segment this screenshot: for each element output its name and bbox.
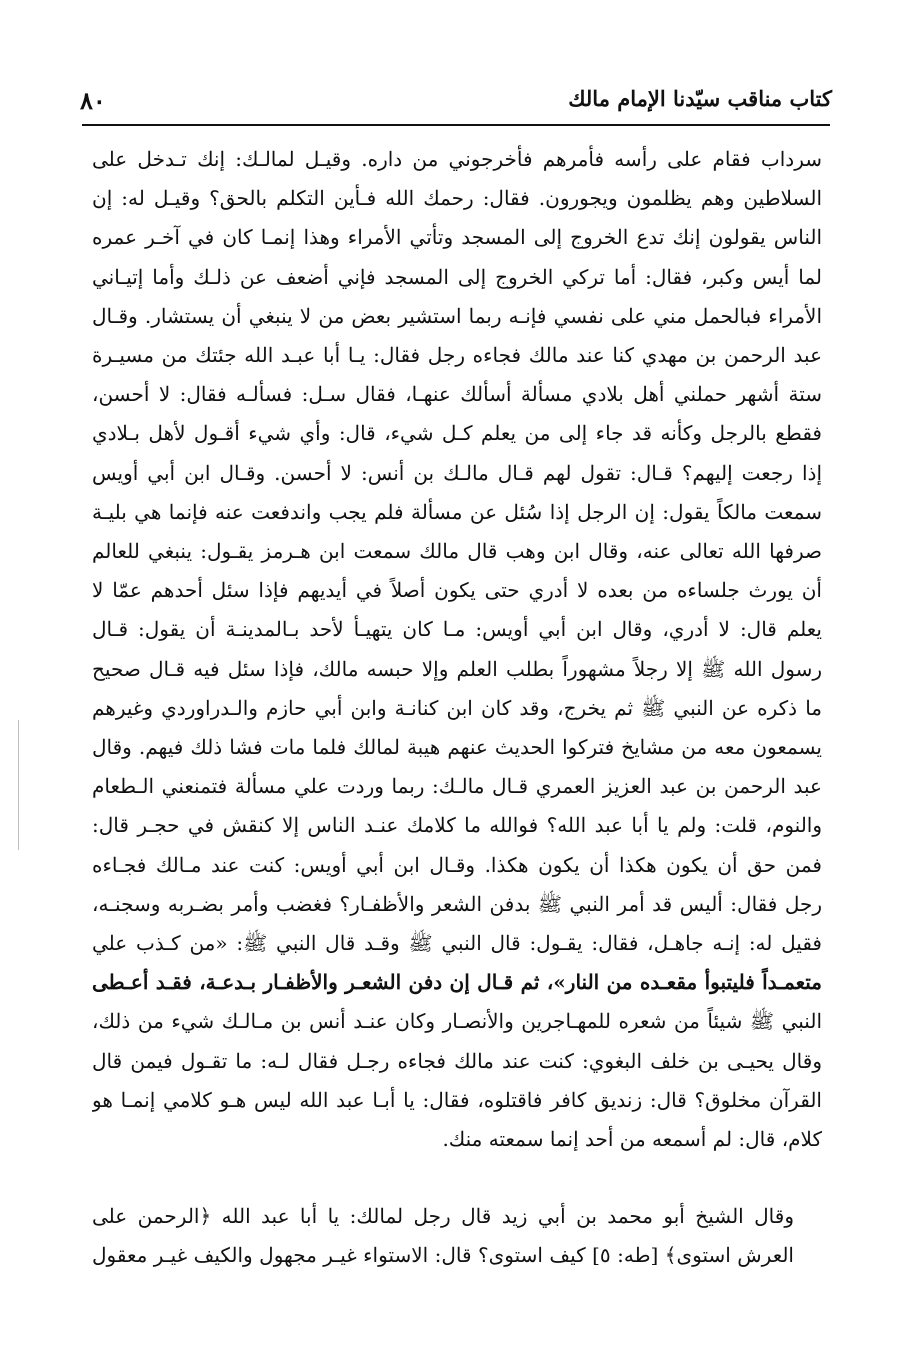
text-line: رجل فقال: أليس قد أمر النبي ﷺ بدفن الشعر والأظفـار؟ فغضب وأمر بضـربه وسجنـه، <box>92 891 822 916</box>
text-line: ما ذكره عن النبي ﷺ ثم يخرج، وقد كان ابن كنانـة وابن أبي حازم والـدراوردي وغيرهم <box>92 695 822 720</box>
text-line: النبي ﷺ شيئاً من شعره للمهـاجرين والأنصـار وكان عنـد أنس بن مـالـك شيء من ذلك، <box>92 1009 822 1034</box>
scan-margin-mark <box>18 720 19 850</box>
text-line: أن يورث جلساءه من بعده لا أدري حتى يكون أصلاً في أيديهم فإذا سئل أحدهم عمّا لا <box>92 578 822 603</box>
paragraph-2 <box>92 1197 822 1275</box>
text-line: رسول الله ﷺ إلا رجلاً مشهوراً بطلب العلم وإلا حبسه مالك، فإذا سئل فيه قـال صحيح <box>92 656 822 681</box>
text-line: سرداب فقام على رأسه فأمرهم فأخرجوني من داره. وقيـل لمالـك: إنك تـدخل على <box>92 147 822 171</box>
header-rule <box>82 124 830 126</box>
running-title: كتاب مناقب سيّدنا الإمام مالك <box>568 86 832 111</box>
text-line: فقيل له: إنـه جاهـل، فقال: يقـول: قال النبي ﷺ وقـد قال النبي ﷺ: «من كـذب علي <box>92 931 822 956</box>
text-line: عبد الرحمن بن مهدي كنا عند مالك فجاءه رجل فقال: يـا أبا عبـد الله جئتك من مسيـرة <box>92 343 822 368</box>
text-line: الناس يقولون إنك تدع الخروج إلى المسجد وتأتي الأمراء وهذا إنمـا كان في آخـر عمره <box>92 225 822 250</box>
text-line: الأمراء فبالحمل مني على نفسي فإنـه ربما استشير بعض من لا ينبغي أن يستشار. وقـال <box>92 303 822 328</box>
text-line: وقال يحيـى بن خلف البغوي: كنت عند مالك فجاءه رجـل فقال لـه: ما تقـول فيمن قال <box>92 1048 822 1073</box>
text-line: سمعت مالكاً يقول: إن الرجل إذا سُئل عن مسألة فلم يجب واندفعت عنه فإنما هي بليـة <box>92 499 822 524</box>
text-line: ستة أشهر حملني أهل بلادي مسألة أسألك عنهـا، فقال سـل: فسألـه فقال: لا أحسن، <box>92 382 822 407</box>
text-line: فقطع بالرجل وكأنه قد جاء إلى من يعلم كـل شيء، قال: وأي شيء أقـول لأهل بـلادي <box>92 421 822 446</box>
text-line: والنوم، قلت: ولم يا أبا عبد الله؟ فوالله ما كلامك عنـد الناس إلا كنقش في حجـر قال: <box>92 813 822 838</box>
text-line: عبد الرحمن بن عبد العزيز العمري قـال مالـك: ربما وردت علي مسألة فتمنعني الـطعام <box>92 774 822 799</box>
text-line: إذا رجعت إليهم؟ قـال: تقول لهم قـال مالـك بن أنس: لا أحسن. وقـال ابن أبي أويس <box>92 460 822 485</box>
page-number: ٨٠ <box>80 86 106 115</box>
text-line: وقال الشيخ أبو محمد بن أبي زيد قال رجل لمالك: يا أبا عبد الله ﴿الرحمن على <box>92 1204 794 1229</box>
text-line: لما أيس وكبر، فقال: أما تركي الخروج إلى المسجد فإني أضعف عن ذلـك وأما إتيـاني <box>92 264 822 289</box>
body-text <box>92 140 822 1276</box>
text-line: يسمعون معه من مشايخ فتركوا الحديث عنهم هيبة لمالك فلما مات فشا ذلك فيهم. وقال <box>92 735 822 760</box>
text-line: العرش استوى﴾ [طه: ٥] كيف استوى؟ قال: الاستواء غيـر مجهول والكيف غيـر معقول <box>92 1243 794 1268</box>
text-line: القرآن مخلوق؟ قال: زنديق كافر فاقتلوه، فقال: يا أبـا عبد الله ليس هـو كلامي إنمـا هو <box>92 1087 822 1112</box>
text-line: فمن حق أن يكون هكذا أن يكون هكذا. وقـال ابن أبي أويس: كنت عند مـالك فجـاءه <box>92 852 822 877</box>
page-header <box>80 80 832 120</box>
text-line: صرفها الله تعالى عنه، وقال ابن وهب قال مالك سمعت ابن هـرمز يقـول: ينبغي للعالم <box>92 539 822 564</box>
text-line: كلام، قال: لم أسمعه من أحد إنما سمعته منك. <box>442 1127 822 1152</box>
text-line: السلاطين وهم يظلمون ويجورون. فقال: رحمك الله فـأين التكلم بالحق؟ وقيـل له: إن <box>92 186 822 211</box>
paragraph-1 <box>92 140 822 1159</box>
text-line: يعلم قال: لا أدري، وقال ابن أبي أويس: مـا كان يتهيـأ لأحد بـالمدينـة أن يقول: قـال <box>92 617 822 642</box>
text-line: متعمـداً فليتبوأ مقعـده من النار»، ثم قـال إن دفن الشعـر والأظفـار بـدعـة، فقـد أعـطى <box>92 970 822 995</box>
